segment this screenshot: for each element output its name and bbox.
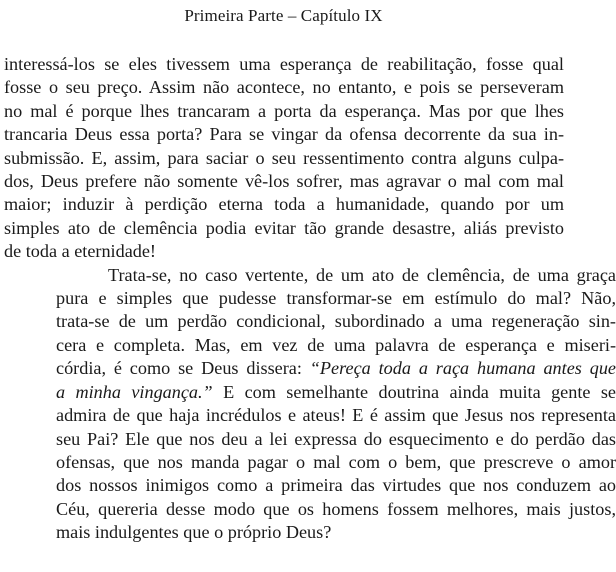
text-line: admira de que haja incrédulos e ateus! E é assim que Jesus nos representa — [56, 405, 616, 426]
text-line: trancaria Deus essa porta? Para se vingar da ofensa decorrente da sua in- — [4, 124, 564, 145]
text-line-with-quote — [4, 381, 616, 404]
text-line: Céu, quereria desse modo que os homens fossem melhores, mais justos, — [56, 498, 616, 519]
text-line: interessá-los se eles tivessem uma esperança de reabilitação, fosse qual — [4, 54, 564, 74]
page-body — [4, 53, 616, 545]
text-line: fosse o seu preço. Assim não acontece, no entanto, e pois se perseveram — [4, 77, 564, 98]
running-header — [0, 4, 567, 28]
text-segment: córdia, é como se Deus dissera: — [56, 358, 310, 379]
text-line: ofensas, que nos manda pagar o mal com o bem, que prescreve o amor — [56, 451, 616, 472]
text-line: maior; induzir à perdição eterna toda a humanidade, quando por um — [4, 194, 564, 215]
text-line: cera e completa. Mas, em vez de uma palavra de esperança e miseri- — [56, 334, 616, 355]
text-line: mais indulgentes que o próprio Deus? — [56, 522, 332, 543]
text-line: trata-se de um perdão condicional, subordinado a uma regeneração sin- — [56, 311, 616, 332]
text-line-with-quote — [4, 357, 616, 380]
text-line: pura e simples que pudesse transformar-se em estímulo do mal? Não, — [56, 288, 616, 309]
chapter-title: Primeira Parte – Capítulo IX — [184, 6, 383, 25]
text-line: no mal é porque lhes trancaram a porta da esperança. Mas por que lhes — [4, 100, 564, 121]
paragraph-2 — [4, 264, 616, 545]
text-line: Trata-se, no caso vertente, de um ato de clemência, de uma graça — [108, 264, 616, 285]
quotation: “Pereça toda a raça humana antes que — [309, 358, 616, 379]
text-line: de toda a eternidade! — [4, 241, 156, 262]
text-line: dos nossos inimigos como a primeira das virtudes que nos conduzem ao — [56, 475, 616, 496]
text-line: dos, Deus prefere não somente vê-los sofrer, mas agravar o mal com mal — [4, 171, 564, 192]
text-line: submissão. E, assim, para saciar o seu ressentimento contra alguns culpa- — [4, 147, 564, 168]
quotation: a minha vingança.” — [56, 381, 213, 402]
paragraph-1 — [4, 53, 564, 264]
text-line: seu Pai? Ele que nos deu a lei expressa do esquecimento e do perdão das — [56, 428, 616, 449]
text-segment: E com semelhante doutrina ainda muita gente se — [212, 381, 616, 402]
text-line: simples ato de clemência podia evitar tão grande desastre, aliás previsto — [4, 217, 564, 238]
